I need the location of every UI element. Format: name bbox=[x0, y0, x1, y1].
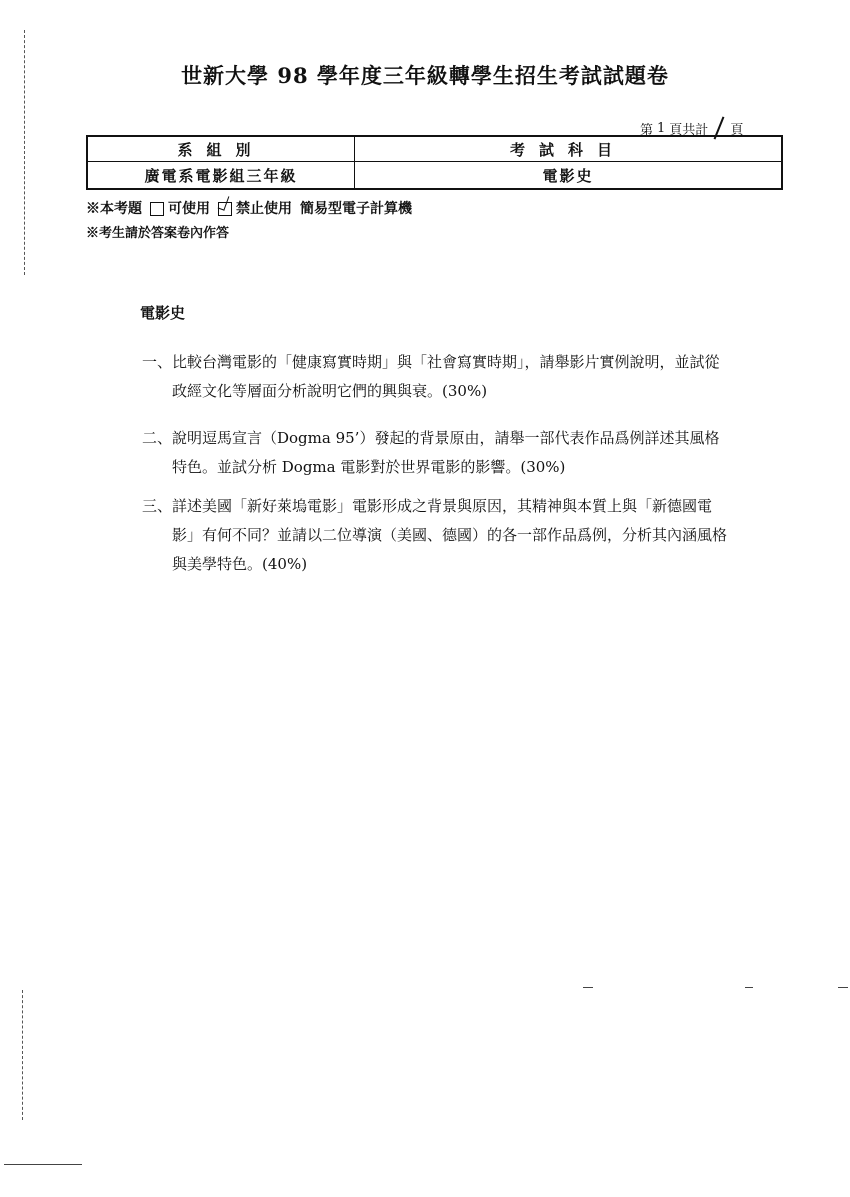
forbidden-label: 禁止使用 bbox=[236, 201, 292, 217]
calculator-note bbox=[86, 198, 412, 218]
question-1 bbox=[142, 348, 727, 406]
question-text: 詳述美國「新好萊塢電影」電影形成之背景與原因，其精神與本質上與「新德國電影」有何不同？並請以二位導演（美國、德國）的各一部作品爲例，分析其內涵風格與美學特色。(40%) bbox=[172, 497, 728, 573]
page-total-label: 頁共計 bbox=[669, 122, 709, 138]
subject-column-header: 考試科目 bbox=[355, 136, 783, 162]
page-suffix: 頁 bbox=[730, 122, 744, 138]
question-number: 三、 bbox=[142, 497, 173, 515]
question-text: 比較台灣電影的「健康寫實時期」與「社會寫實時期」，請舉影片實例說明，並試從政經文化等層面分析說明它們的興與衰。(30%) bbox=[172, 353, 720, 400]
scan-mark-right-1 bbox=[583, 987, 593, 988]
table-value-row bbox=[87, 162, 782, 190]
binding-mark-bottom bbox=[22, 990, 23, 1120]
allowed-label: 可使用 bbox=[168, 201, 210, 217]
question-number: 二、 bbox=[142, 429, 173, 447]
department-value: 廣電系電影組三年級 bbox=[87, 162, 355, 190]
answer-instruction: ※考生請於答案卷內作答 bbox=[86, 226, 230, 241]
exam-title: 世新大學 98 學年度三年級轉學生招生考試試題卷 bbox=[181, 63, 669, 88]
page-prefix: 第 bbox=[640, 122, 654, 138]
page-number: 1 bbox=[657, 120, 666, 136]
calculator-note-suffix: 簡易型電子計算機 bbox=[300, 201, 412, 217]
scan-mark-right-2 bbox=[745, 987, 753, 988]
scan-line-bottom-left bbox=[4, 1164, 82, 1165]
department-column-header: 系組別 bbox=[87, 136, 355, 162]
subject-value: 電影史 bbox=[355, 162, 783, 190]
exam-info-table bbox=[86, 135, 783, 190]
question-3 bbox=[142, 492, 727, 579]
scan-mark-right-3 bbox=[838, 987, 848, 988]
question-2 bbox=[142, 424, 727, 482]
forbidden-checkbox[interactable] bbox=[218, 202, 232, 216]
question-number: 一、 bbox=[142, 353, 173, 371]
question-text: 說明逗馬宣言（Dogma 95’）發起的背景原由，請舉一部代表作品爲例詳述其風格特色。並試分析 Dogma 電影對於世界電影的影響。(30%) bbox=[172, 429, 720, 476]
calculator-note-prefix: ※本考題 bbox=[86, 201, 142, 217]
table-header-row bbox=[87, 136, 782, 162]
subject-heading: 電影史 bbox=[140, 304, 186, 322]
allowed-checkbox[interactable] bbox=[150, 202, 164, 216]
